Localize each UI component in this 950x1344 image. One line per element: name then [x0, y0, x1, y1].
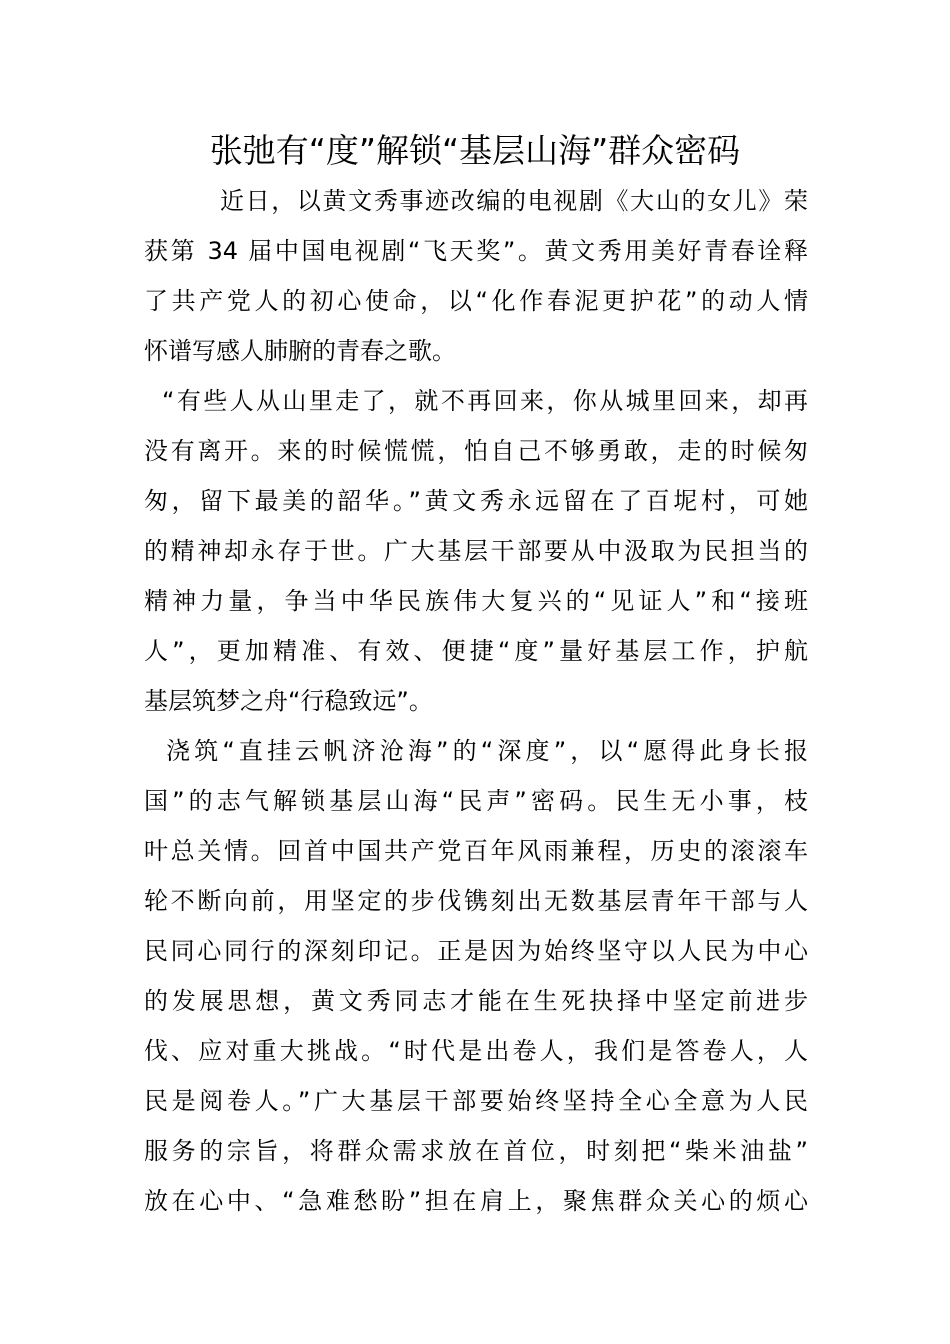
text-line: 民是阅卷人。”广大基层干部要始终坚持全心全意为人民	[144, 1087, 808, 1115]
text-line: 匆，留下最美的韶华。”黄文秀永远留在了百坭村，可她	[144, 487, 808, 515]
text-line: 近日，以黄文秀事迹改编的电视剧《大山的女儿》荣	[220, 187, 808, 215]
text-line: 没有离开。来的时候慌慌，怕自己不够勇敢，走的时候匆	[144, 437, 808, 465]
text-line: 人”，更加精准、有效、便捷“度”量好基层工作，护航	[144, 637, 808, 665]
text-line: 了共产党人的初心使命，以“化作春泥更护花”的动人情	[144, 287, 808, 315]
document-title: 张弛有“度”解锁“基层山海”群众密码	[209, 131, 741, 170]
text-line: 伐、应对重大挑战。“时代是出卷人，我们是答卷人，人	[144, 1037, 808, 1065]
paragraph-3	[144, 726, 808, 1226]
text-line: 精神力量，争当中华民族伟大复兴的“见证人”和“接班	[144, 587, 808, 615]
text-line: 轮不断向前，用坚定的步伐镌刻出无数基层青年干部与人	[144, 887, 808, 915]
document-body	[144, 176, 808, 1226]
text-line: 获第 34 届中国电视剧“飞天奖”。黄文秀用美好青春诠释	[144, 237, 808, 265]
text-line: 基层筑梦之舟“行稳致远”。	[144, 687, 433, 715]
text-line: 服务的宗旨，将群众需求放在首位，时刻把“柴米油盐”	[144, 1137, 808, 1165]
text-line: 的精神却永存于世。广大基层干部要从中汲取为民担当的	[144, 537, 808, 565]
text-line: 民同心同行的深刻印记。正是因为始终坚守以人民为中心	[144, 937, 808, 965]
text-line: 浇筑“直挂云帆济沧海”的“深度”，以“愿得此身长报	[166, 737, 808, 765]
text-line: 国”的志气解锁基层山海“民声”密码。民生无小事，枝	[144, 787, 808, 815]
text-line: 叶总关情。回首中国共产党百年风雨兼程，历史的滚滚车	[144, 837, 808, 865]
text-line: 放在心中、“急难愁盼”担在肩上，聚焦群众关心的烦心	[144, 1187, 808, 1215]
paragraph-1	[144, 176, 808, 376]
text-line: 怀谱写感人肺腑的青春之歌。	[144, 337, 456, 365]
text-line: 的发展思想，黄文秀同志才能在生死抉择中坚定前进步	[144, 987, 808, 1015]
paragraph-2	[144, 376, 808, 726]
text-line: “有些人从山里走了，就不再回来，你从城里回来，却再	[162, 387, 808, 415]
